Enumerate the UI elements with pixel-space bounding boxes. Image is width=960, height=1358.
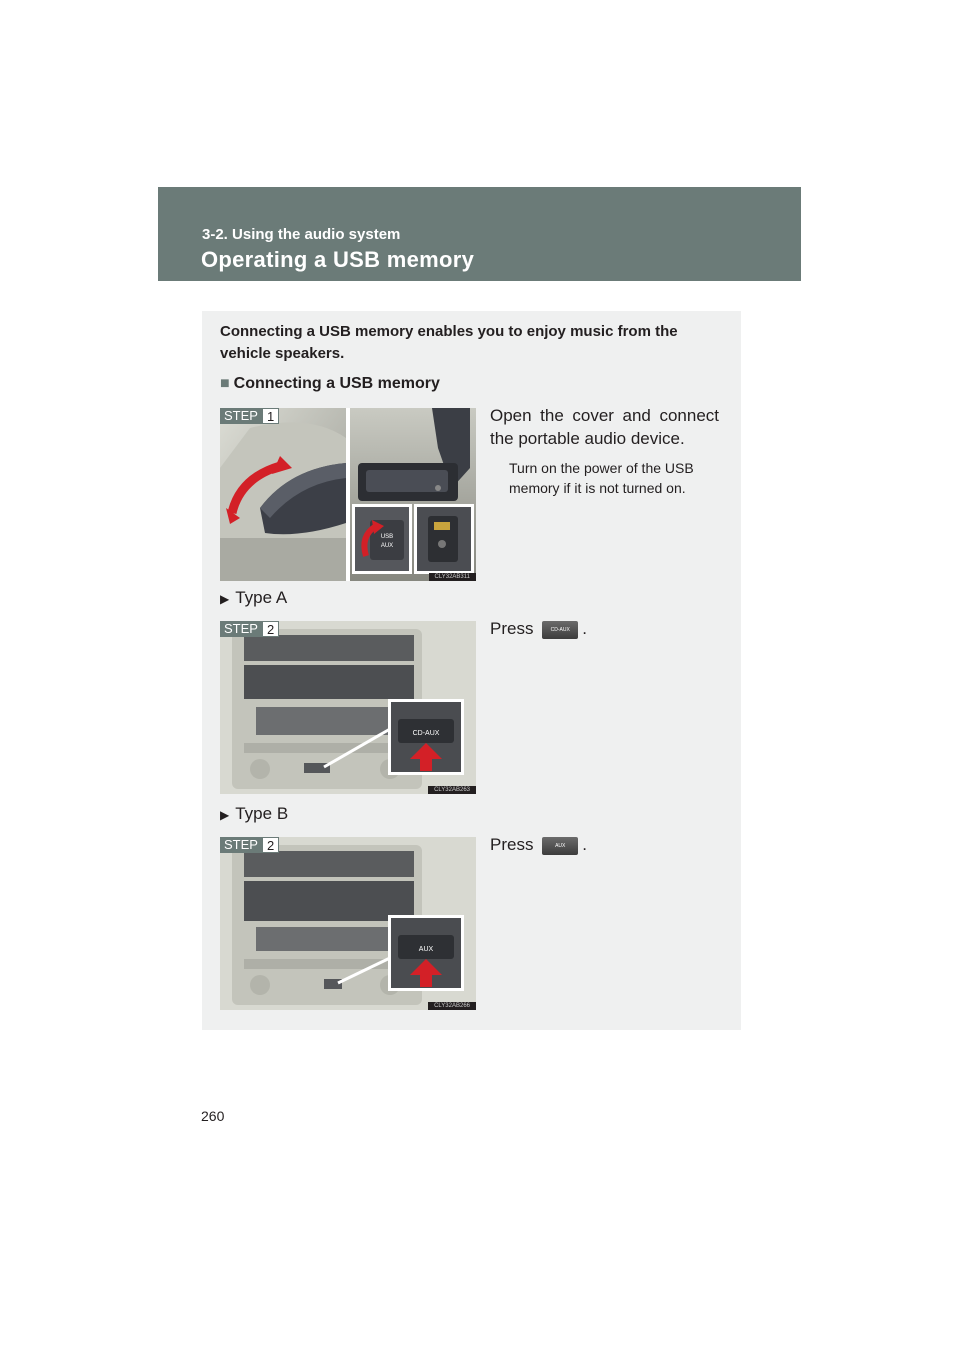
- press-word: Press: [490, 619, 534, 638]
- step1-figure: [220, 408, 476, 581]
- step-number: 1: [262, 408, 279, 424]
- type-a-instruction: [490, 617, 587, 640]
- figure-code: CLY32AB311: [429, 573, 476, 581]
- cd-aux-button-label: CD-AUX: [412, 730, 440, 737]
- usb-label: USB: [380, 534, 394, 540]
- page-number: 260: [201, 1108, 225, 1124]
- step-word: STEP: [220, 408, 262, 424]
- type-a-figure: [220, 621, 476, 794]
- period: .: [582, 619, 587, 638]
- step-badge: [220, 837, 279, 853]
- step1-note: Turn on the power of the USB memory if it is not turned on.: [509, 460, 694, 496]
- cd-aux-button-icon: CD-AUX: [542, 621, 578, 639]
- aux-button-label: AUX: [418, 946, 434, 953]
- period: .: [582, 835, 587, 854]
- aux-button-icon: AUX: [542, 837, 578, 855]
- audio-panel-a-illustration: [220, 621, 476, 794]
- sub-heading: [220, 375, 440, 393]
- square-bullet-icon: ■: [220, 375, 230, 392]
- triangle-bullet-icon: ▶: [220, 808, 230, 822]
- armrest-console-illustration: [220, 408, 476, 581]
- aux-label: AUX: [380, 543, 394, 549]
- section-label: 3-2. Using the audio system: [202, 226, 401, 243]
- chapter-header: [158, 187, 801, 281]
- type-b-figure: [220, 837, 476, 1010]
- step-number: 2: [262, 837, 279, 853]
- step-number: 2: [262, 621, 279, 637]
- type-a-label: [220, 588, 287, 608]
- step1-instruction: Open the cover and connect the portable audio device.: [490, 406, 719, 448]
- step-badge: [220, 621, 279, 637]
- audio-panel-b-illustration: [220, 837, 476, 1010]
- type-b-text: Type B: [235, 804, 289, 823]
- triangle-bullet-icon: ▶: [220, 592, 230, 606]
- sub-heading-label: Connecting a USB memory: [233, 375, 440, 392]
- type-b-instruction: [490, 833, 587, 856]
- step-word: STEP: [220, 837, 262, 853]
- figure-code: CLY32AB266: [428, 1002, 476, 1010]
- intro-text: Connecting a USB memory enables you to enjoy music from the vehicle speakers.: [220, 323, 678, 362]
- press-word: Press: [490, 835, 534, 854]
- type-a-text: Type A: [235, 588, 288, 607]
- step-badge: [220, 408, 279, 424]
- figure-code: CLY32AB263: [428, 786, 476, 794]
- step-word: STEP: [220, 621, 262, 637]
- page-title: Operating a USB memory: [201, 247, 475, 272]
- type-b-label: [220, 804, 288, 824]
